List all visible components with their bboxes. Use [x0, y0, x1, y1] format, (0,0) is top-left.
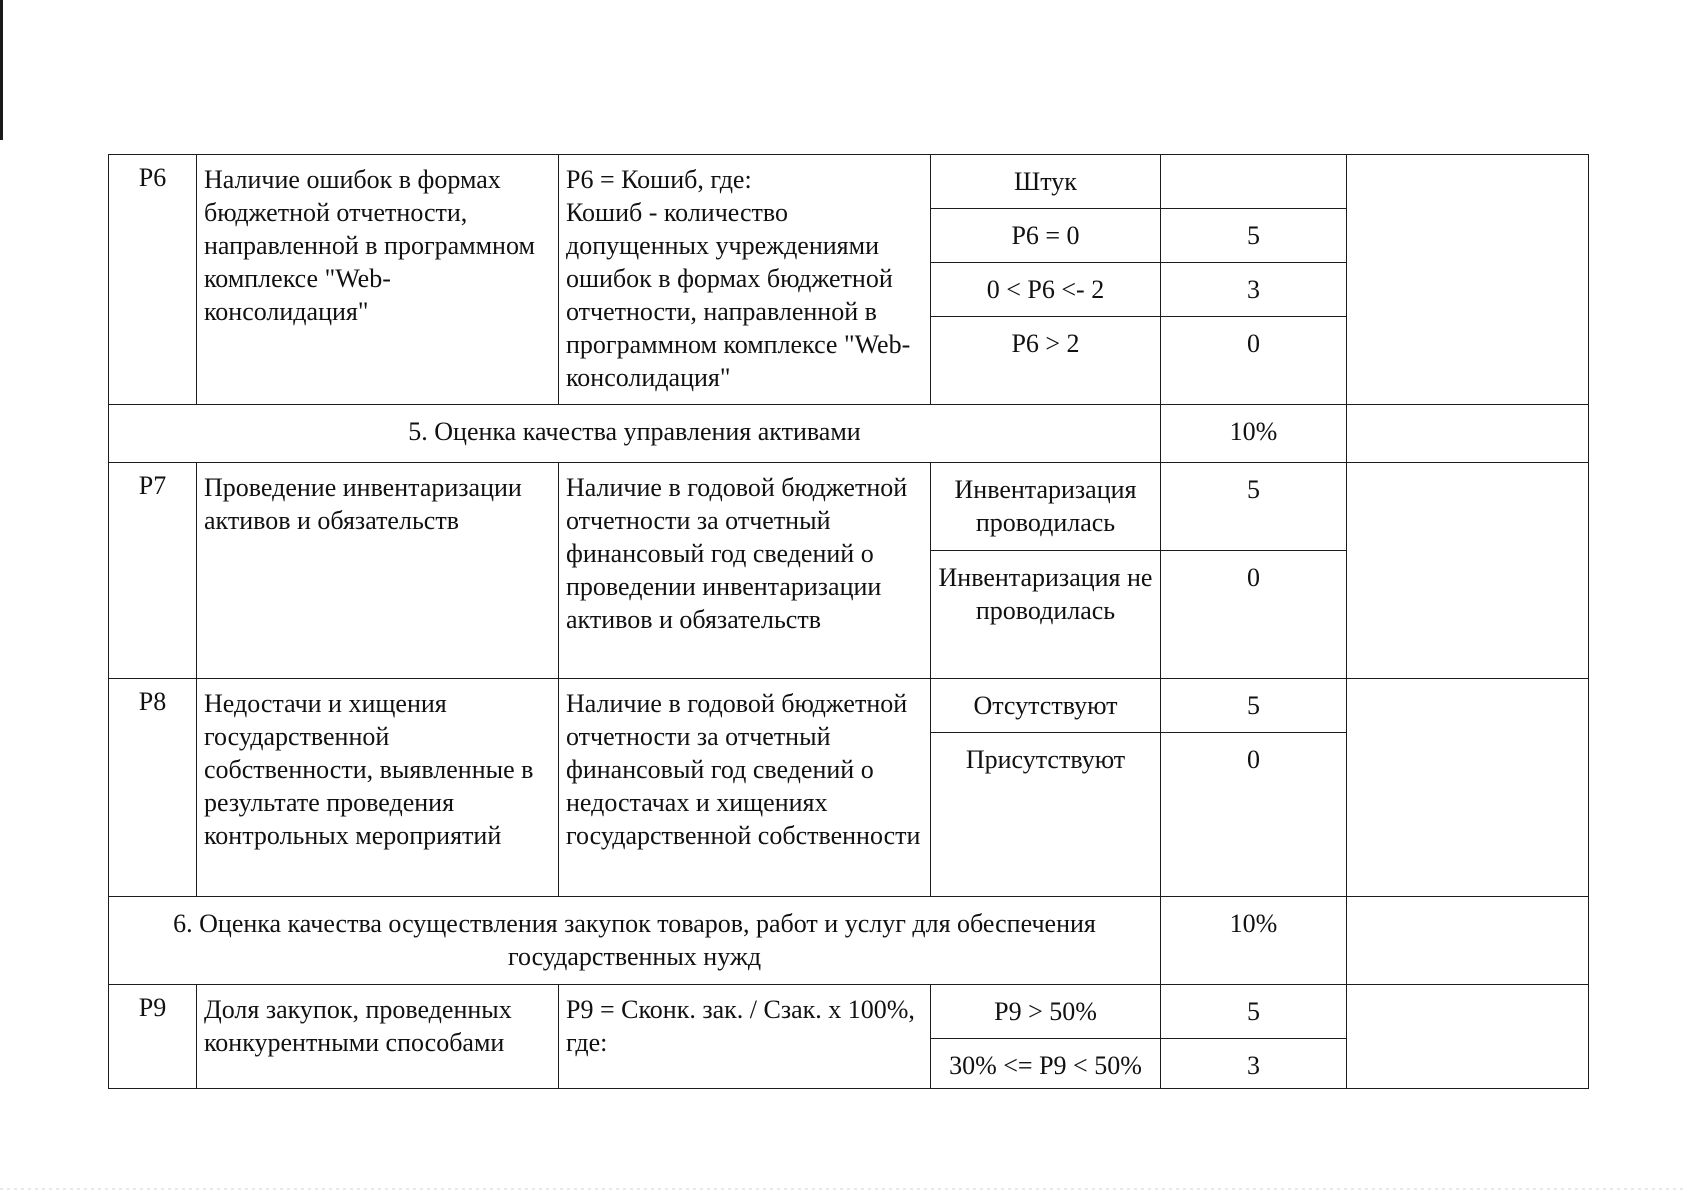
section-title: 6. Оценка качества осуществления закупок товаров, работ и услуг для обеспечения государственных нужд: [109, 897, 1161, 985]
table-row-p7: [109, 463, 1589, 551]
option-score: 5: [1161, 463, 1347, 551]
section-title: 5. Оценка качества управления активами: [109, 405, 1161, 463]
indicator-name: Доля закупок, проведенных конкурентными способами: [197, 985, 559, 1089]
notes-cell: [1347, 463, 1589, 679]
section-weight: 10%: [1161, 897, 1347, 985]
notes-cell: [1347, 985, 1589, 1089]
section-weight: 10%: [1161, 405, 1347, 463]
option-score: 0: [1161, 551, 1347, 679]
option-label: Инвентаризация не проводилась: [931, 551, 1161, 679]
option-label: Р6 > 2: [931, 317, 1161, 405]
option-score: 3: [1161, 263, 1347, 317]
notes-cell: [1347, 405, 1589, 463]
option-label: Штук: [931, 155, 1161, 209]
option-label: Р6 = 0: [931, 209, 1161, 263]
option-label: 30% <= Р9 < 50%: [931, 1039, 1161, 1089]
indicator-name: Наличие ошибок в формах бюджетной отчетности, направленной в программном комплексе "Web-консолидация": [197, 155, 559, 405]
option-score: 3: [1161, 1039, 1347, 1089]
section-row-6: [109, 897, 1589, 985]
option-score: 5: [1161, 209, 1347, 263]
option-label: 0 < Р6 <- 2: [931, 263, 1161, 317]
table-row-p6: [109, 155, 1589, 209]
option-score: 0: [1161, 733, 1347, 897]
criteria-table-container: [108, 154, 1589, 1089]
indicator-formula: Наличие в годовой бюджетной отчетности за отчетный финансовый год сведений о недостачах и хищениях государственной собственности: [559, 679, 931, 897]
criteria-table: [108, 154, 1589, 1089]
indicator-code: Р8: [109, 679, 197, 897]
option-label: Р9 > 50%: [931, 985, 1161, 1039]
option-label: Инвентаризация проводилась: [931, 463, 1161, 551]
notes-cell: [1347, 679, 1589, 897]
indicator-formula: Р6 = Кошиб, где: Кошиб - количество допущенных учреждениями ошибок в формах бюджетной отчетности, направленной в программном комплексе "Web-консолидация": [559, 155, 931, 405]
option-score: [1161, 155, 1347, 209]
option-score: 5: [1161, 679, 1347, 733]
scan-noise-line: [0, 1188, 1686, 1190]
indicator-formula: Р9 = Сконк. зак. / Сзак. х 100%, где:: [559, 985, 931, 1089]
table-row-p9: [109, 985, 1589, 1039]
scan-edge-mark: [0, 0, 3, 140]
option-label: Отсутствуют: [931, 679, 1161, 733]
indicator-name: Недостачи и хищения государственной собственности, выявленные в результате проведения контрольных мероприятий: [197, 679, 559, 897]
indicator-code: Р6: [109, 155, 197, 405]
option-label: Присутствуют: [931, 733, 1161, 897]
indicator-formula: Наличие в годовой бюджетной отчетности за отчетный финансовый год сведений о проведении инвентаризации активов и обязательств: [559, 463, 931, 679]
table-row-p8: [109, 679, 1589, 733]
option-score: 0: [1161, 317, 1347, 405]
section-row-5: [109, 405, 1589, 463]
option-score: 5: [1161, 985, 1347, 1039]
notes-cell: [1347, 155, 1589, 405]
indicator-name: Проведение инвентаризации активов и обязательств: [197, 463, 559, 679]
indicator-code: Р9: [109, 985, 197, 1089]
notes-cell: [1347, 897, 1589, 985]
indicator-code: Р7: [109, 463, 197, 679]
